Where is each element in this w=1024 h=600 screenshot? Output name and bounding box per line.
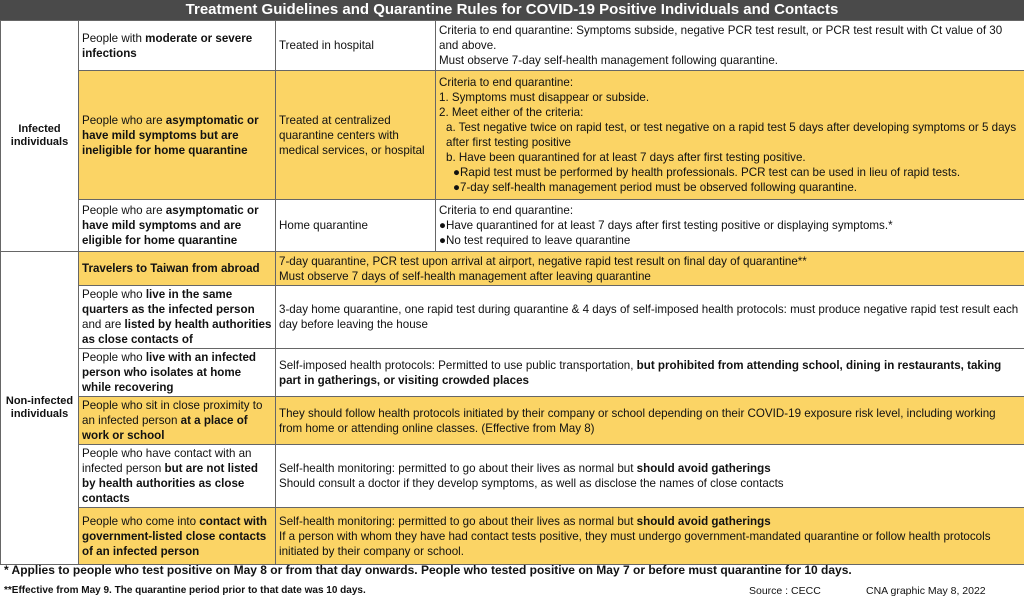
rule-cell: Self-health monitoring: permitted to go about their lives as normal but should avoid gatherings If a person with whom they have had contact tests positive, they must undergo government-mandated quarantine or follow health protocols initiated by their company or school.: [276, 508, 1024, 565]
rule-cell: 3-day home quarantine, one rapid test during quarantine & 4 days of self-imposed health protocols: must produce negative rapid test result each day before leaving the house: [276, 286, 1024, 349]
rule-cell: Self-imposed health protocols: Permitted to use public transportation, but prohibited from attending school, dining in restaurants, taking part in gatherings, or visiting crowded places: [276, 349, 1024, 397]
condition-cell: People who sit in close proximity to an infected person at a place of work or school: [79, 397, 276, 445]
condition-cell: People who live in the same quarters as the infected person and are listed by health authorities as close contacts of: [79, 286, 276, 349]
rule-cell: 7-day quarantine, PCR test upon arrival at airport, negative rapid test result on final day of quarantine** Must observe 7 days of self-health management after leaving quarantine: [276, 252, 1024, 286]
table-row: [1, 21, 1024, 71]
table-row: [1, 397, 1024, 445]
guidelines-table: [0, 20, 1024, 565]
table-row: [1, 508, 1024, 565]
page-title: Treatment Guidelines and Quarantine Rules for COVID-19 Positive Individuals and Contacts: [0, 0, 1024, 20]
graphic-credit: CNA graphic May 8, 2022: [866, 585, 986, 597]
condition-cell: Travelers to Taiwan from abroad: [79, 252, 276, 286]
rule-cell: They should follow health protocols initiated by their company or school depending on their COVID-19 exposure risk level, including working from home or attending online classes. (Effective from May 8): [276, 397, 1024, 445]
condition-cell: People who have contact with an infected person but are not listed by health authorities as close contacts: [79, 445, 276, 508]
condition-cell: People who are asymptomatic or have mild symptoms but are ineligible for home quarantine: [79, 71, 276, 200]
treatment-cell: Treated at centralized quarantine centers with medical services, or hospital: [276, 71, 436, 200]
rule-cell: Criteria to end quarantine: Symptoms subside, negative PCR test result, or PCR test result with Ct value of 30 and above. Must observe 7-day self-health management following quarantine.: [436, 21, 1024, 71]
group-label-infected: Infected individuals: [1, 21, 79, 252]
table-row: [1, 349, 1024, 397]
table-row: [1, 252, 1024, 286]
footnote-2: **Effective from May 9. The quarantine period prior to that date was 10 days.: [4, 585, 366, 596]
treatment-cell: Home quarantine: [276, 200, 436, 252]
table-row: [1, 71, 1024, 200]
rule-cell: Self-health monitoring: permitted to go about their lives as normal but should avoid gatherings Should consult a doctor if they develop symptoms, as well as disclose the names of close contacts: [276, 445, 1024, 508]
condition-cell: People who are asymptomatic or have mild symptoms and are eligible for home quarantine: [79, 200, 276, 252]
table-row: [1, 445, 1024, 508]
group-label-non-infected: Non-infected individuals: [1, 252, 79, 565]
table-row: [1, 200, 1024, 252]
source-credit: Source : CECC: [749, 585, 821, 597]
rule-cell: Criteria to end quarantine: 1. Symptoms must disappear or subside. 2. Meet either of the criteria: a. Test negative twice on rapid test, or test negative on a rapid test 5 days after developing symptoms or 5 days after first testing positive b. Have been quarantined for at least 7 days after first testing positive. ●Rapid test must be performed by health professionals. PCR test can be used in lieu of rapid tests. ●7-day self-health management period must be observed following quarantine.: [436, 71, 1024, 200]
condition-cell: People who come into contact with government-listed close contacts of an infected person: [79, 508, 276, 565]
condition-cell: People with moderate or severe infections: [79, 21, 276, 71]
footnote-1: * Applies to people who test positive on May 8 or from that day onwards. People who tested positive on May 7 or before must quarantine for 10 days.: [4, 563, 852, 577]
condition-cell: People who live with an infected person who isolates at home while recovering: [79, 349, 276, 397]
rule-cell: Criteria to end quarantine: ●Have quarantined for at least 7 days after first testing positive or displaying symptoms.* ●No test required to leave quarantine: [436, 200, 1024, 252]
table-row: [1, 286, 1024, 349]
treatment-cell: Treated in hospital: [276, 21, 436, 71]
